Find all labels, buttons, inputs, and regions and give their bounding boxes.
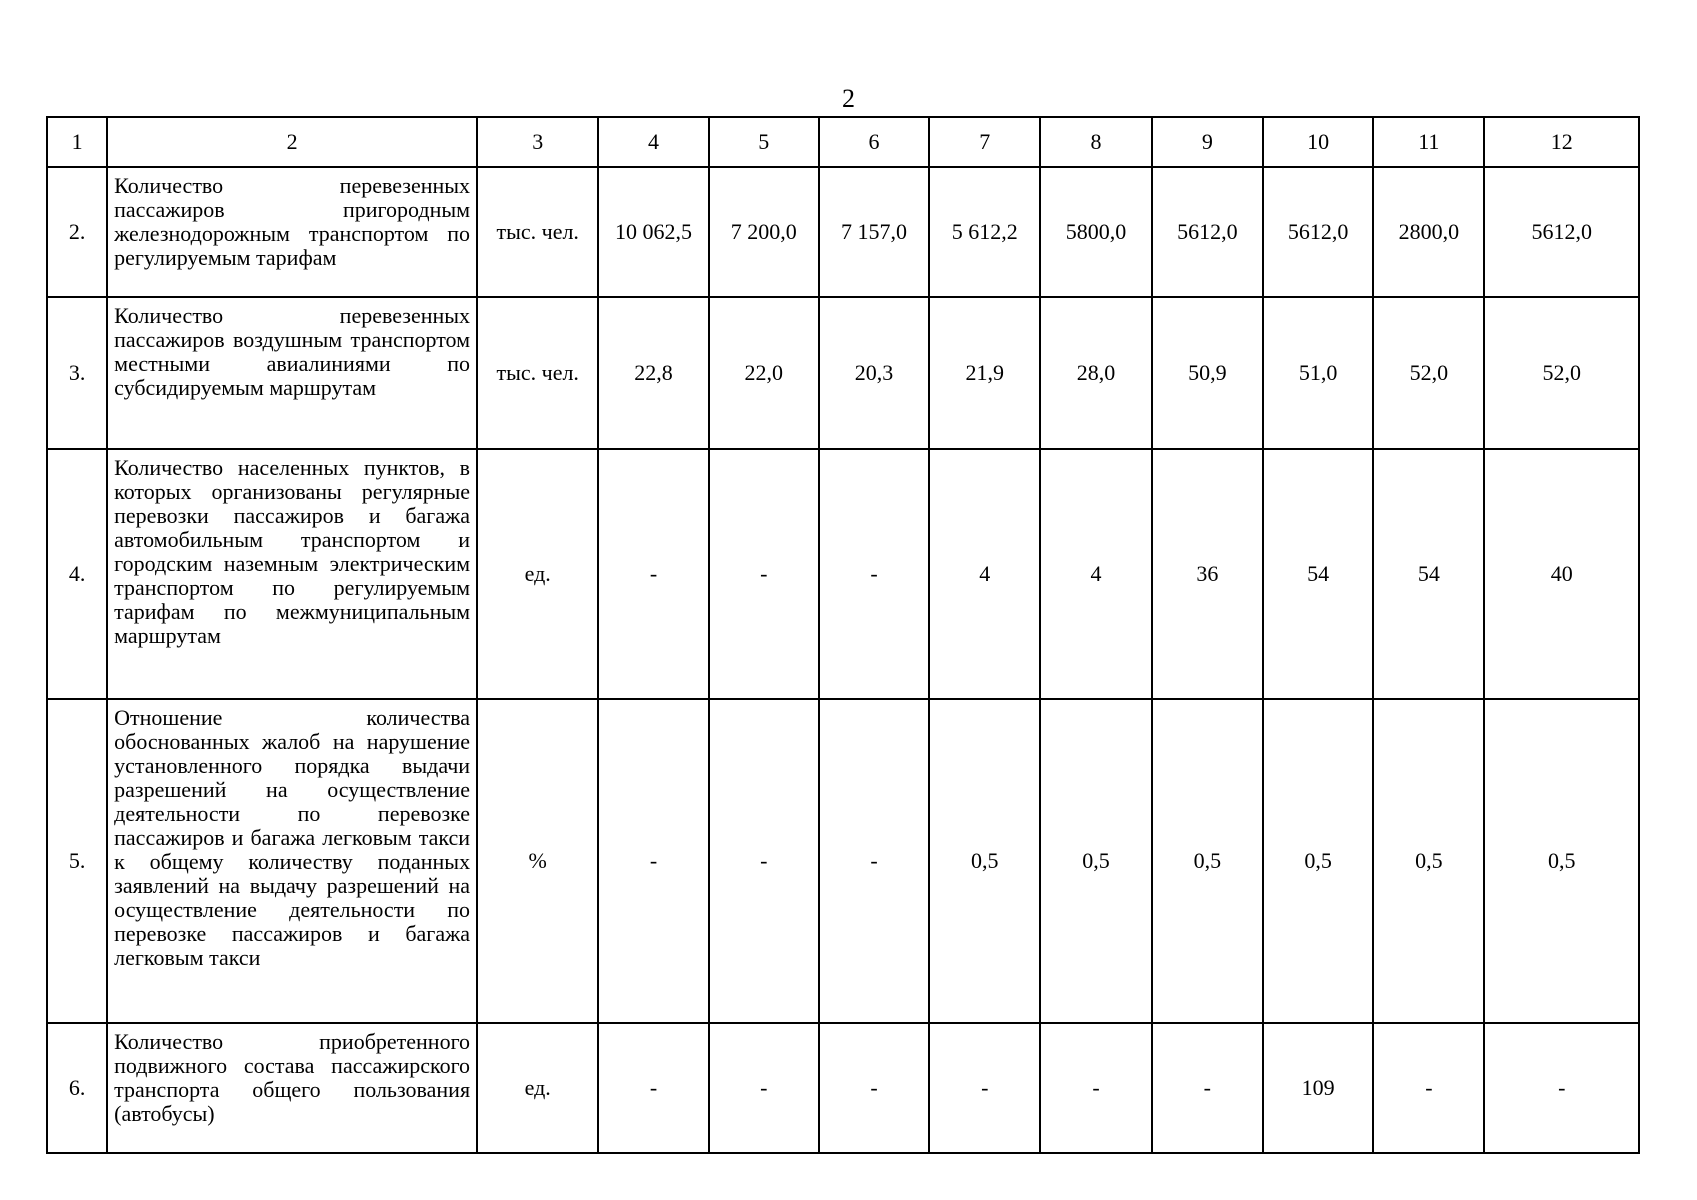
row-description: Отношение количества обоснованных жалоб на нарушение установленного порядка выдачи разрешений на осуществление деятельности по перевозке пассажиров и багажа легковым такси к общему количеству поданных заявлений на выдачу разрешений на осуществление деятельности по перевозке пассажиров и багажа легковым такси <box>107 699 477 1023</box>
row-value: 51,0 <box>1263 297 1373 449</box>
row-description: Количество населенных пунктов, в которых организованы регулярные перевозки пассажиров и багажа автомобильным транспортом и городским наземным электрическим транспортом по регулируемым тарифам по межмуниципальным маршрутам <box>107 449 477 699</box>
row-value: 22,8 <box>598 297 708 449</box>
column-header: 3 <box>477 117 598 167</box>
row-value: - <box>1040 1023 1151 1153</box>
row-value: 0,5 <box>929 699 1040 1023</box>
row-unit: ед. <box>477 449 598 699</box>
row-value: 2800,0 <box>1373 167 1484 297</box>
row-number: 2. <box>47 167 107 297</box>
row-description: Количество перевезенных пассажиров воздушным транспортом местными авиалиниями по субсидируемым маршрутам <box>107 297 477 449</box>
row-value: - <box>819 1023 929 1153</box>
column-header: 6 <box>819 117 929 167</box>
table-row <box>47 297 1639 449</box>
row-value: 5612,0 <box>1263 167 1373 297</box>
row-value: 4 <box>1040 449 1151 699</box>
row-value: - <box>709 1023 819 1153</box>
column-header: 10 <box>1263 117 1373 167</box>
row-value: - <box>598 449 708 699</box>
row-value: 4 <box>929 449 1040 699</box>
row-value: 28,0 <box>1040 297 1151 449</box>
column-header: 7 <box>929 117 1040 167</box>
row-value: 21,9 <box>929 297 1040 449</box>
row-value: - <box>1373 1023 1484 1153</box>
column-header: 5 <box>709 117 819 167</box>
row-value: 7 200,0 <box>709 167 819 297</box>
row-unit: тыс. чел. <box>477 297 598 449</box>
column-header: 4 <box>598 117 708 167</box>
row-value: 52,0 <box>1484 297 1639 449</box>
row-value: 54 <box>1373 449 1484 699</box>
row-value: - <box>1152 1023 1263 1153</box>
row-value: 0,5 <box>1484 699 1639 1023</box>
row-value: 36 <box>1152 449 1263 699</box>
row-value: - <box>819 699 929 1023</box>
row-value: 5612,0 <box>1152 167 1263 297</box>
row-value: 22,0 <box>709 297 819 449</box>
row-value: 0,5 <box>1373 699 1484 1023</box>
row-value: 0,5 <box>1040 699 1151 1023</box>
row-value: 20,3 <box>819 297 929 449</box>
row-value: 10 062,5 <box>598 167 708 297</box>
row-number: 5. <box>47 699 107 1023</box>
row-description: Количество приобретенного подвижного состава пассажирского транспорта общего пользования (автобусы) <box>107 1023 477 1153</box>
row-value: 5612,0 <box>1484 167 1639 297</box>
table-row <box>47 1023 1639 1153</box>
row-number: 3. <box>47 297 107 449</box>
row-value: 50,9 <box>1152 297 1263 449</box>
table-row <box>47 699 1639 1023</box>
row-value: - <box>929 1023 1040 1153</box>
row-value: - <box>598 699 708 1023</box>
row-value: - <box>1484 1023 1639 1153</box>
row-value: 0,5 <box>1263 699 1373 1023</box>
row-description: Количество перевезенных пассажиров пригородным железнодорожным транспортом по регулируемым тарифам <box>107 167 477 297</box>
table-row <box>47 449 1639 699</box>
row-unit: ед. <box>477 1023 598 1153</box>
column-header: 2 <box>107 117 477 167</box>
row-unit: % <box>477 699 598 1023</box>
row-value: - <box>598 1023 708 1153</box>
row-value: 0,5 <box>1152 699 1263 1023</box>
table-header-row <box>47 117 1639 167</box>
column-header: 12 <box>1484 117 1639 167</box>
row-value: 40 <box>1484 449 1639 699</box>
row-value: 7 157,0 <box>819 167 929 297</box>
row-unit: тыс. чел. <box>477 167 598 297</box>
row-value: 5 612,2 <box>929 167 1040 297</box>
row-value: 52,0 <box>1373 297 1484 449</box>
row-value: 109 <box>1263 1023 1373 1153</box>
page-number: 2 <box>842 84 855 113</box>
row-value: - <box>709 699 819 1023</box>
column-header: 11 <box>1373 117 1484 167</box>
row-value: 5800,0 <box>1040 167 1151 297</box>
column-header: 8 <box>1040 117 1151 167</box>
indicators-table <box>46 116 1640 1154</box>
row-number: 4. <box>47 449 107 699</box>
row-value: - <box>709 449 819 699</box>
row-value: - <box>819 449 929 699</box>
table-row <box>47 167 1639 297</box>
row-number: 6. <box>47 1023 107 1153</box>
column-header: 9 <box>1152 117 1263 167</box>
row-value: 54 <box>1263 449 1373 699</box>
column-header: 1 <box>47 117 107 167</box>
